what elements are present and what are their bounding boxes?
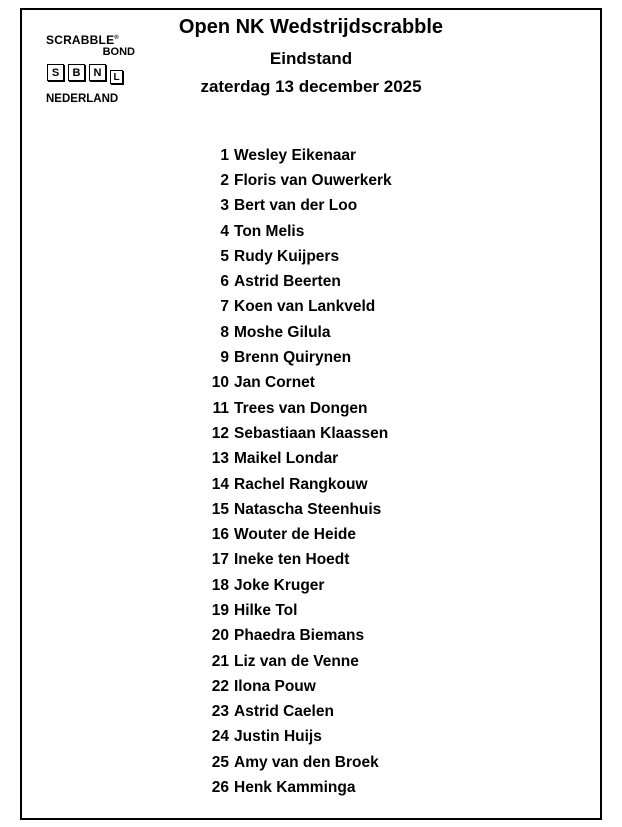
standings-rank: 17 bbox=[211, 551, 229, 569]
standings-player-name: Natascha Steenhuis bbox=[234, 500, 382, 518]
document-header bbox=[22, 14, 600, 98]
standings-player-name: Koen van Lankveld bbox=[234, 298, 376, 316]
standings-row bbox=[182, 194, 482, 219]
standings-rank: 19 bbox=[211, 601, 229, 619]
standings-row bbox=[182, 472, 482, 497]
standings-row bbox=[182, 371, 482, 396]
standings-player-name: Maikel Londar bbox=[234, 450, 339, 468]
standings-row bbox=[182, 700, 482, 725]
logo-nederland-text: NEDERLAND bbox=[46, 93, 119, 105]
standings-rank: 22 bbox=[211, 677, 229, 695]
standings-rank: 8 bbox=[220, 323, 229, 341]
standings-rank: 7 bbox=[220, 298, 229, 316]
logo-registered-mark: ® bbox=[114, 35, 119, 41]
standings-rank: 25 bbox=[211, 753, 229, 771]
standings-row bbox=[182, 244, 482, 269]
standings-player-name: Joke Kruger bbox=[234, 576, 325, 594]
standings-rank: 15 bbox=[211, 500, 229, 518]
page-title: Open NK Wedstrijdscrabble bbox=[178, 16, 444, 38]
standings-player-name: Trees van Dongen bbox=[234, 399, 368, 417]
standings-row bbox=[182, 750, 482, 775]
standings-list bbox=[182, 143, 482, 801]
logo-bond-text: BOND bbox=[102, 46, 135, 58]
standings-rank: 2 bbox=[220, 171, 229, 189]
standings-player-name: Brenn Quirynen bbox=[234, 349, 352, 367]
standings-rank: 13 bbox=[211, 450, 229, 468]
standings-row bbox=[182, 396, 482, 421]
standings-row bbox=[182, 345, 482, 370]
standings-row bbox=[182, 725, 482, 750]
standings-row bbox=[182, 168, 482, 193]
logo-tile-l: L bbox=[110, 70, 123, 84]
standings-rank: 18 bbox=[211, 576, 229, 594]
standings-row bbox=[182, 320, 482, 345]
standings-player-name: Liz van de Venne bbox=[234, 652, 359, 670]
standings-row bbox=[182, 624, 482, 649]
logo-tile-s: S bbox=[47, 64, 64, 81]
logo-scrabble-word: SCRABBLE bbox=[46, 33, 115, 47]
standings-player-name: Ton Melis bbox=[234, 222, 305, 240]
standings-rank: 1 bbox=[220, 146, 229, 164]
standings-row bbox=[182, 573, 482, 598]
standings-player-name: Hilke Tol bbox=[234, 601, 298, 619]
standings-row bbox=[182, 447, 482, 472]
standings-player-name: Floris van Ouwerkerk bbox=[234, 171, 392, 189]
standings-rank: 16 bbox=[211, 526, 229, 544]
standings-player-name: Astrid Caelen bbox=[234, 703, 334, 721]
standings-row bbox=[182, 775, 482, 800]
standings-player-name: Wesley Eikenaar bbox=[234, 146, 357, 164]
document-page bbox=[20, 8, 602, 820]
standings-row bbox=[182, 295, 482, 320]
standings-row bbox=[182, 269, 482, 294]
standings-rank: 26 bbox=[211, 779, 229, 797]
standings-row bbox=[182, 143, 482, 168]
standings-player-name: Bert van der Loo bbox=[234, 197, 358, 215]
logo-tile-n: N bbox=[89, 64, 106, 81]
standings-player-name: Rachel Rangkouw bbox=[234, 475, 368, 493]
standings-row bbox=[182, 522, 482, 547]
standings-row bbox=[182, 649, 482, 674]
standings-rank: 3 bbox=[220, 197, 229, 215]
standings-rank: 23 bbox=[211, 703, 229, 721]
standings-player-name: Sebastiaan Klaassen bbox=[234, 424, 389, 442]
standings-rank: 10 bbox=[211, 374, 229, 392]
standings-player-name: Ilona Pouw bbox=[234, 677, 316, 695]
standings-rank: 24 bbox=[211, 728, 229, 746]
standings-player-name: Wouter de Heide bbox=[234, 526, 357, 544]
standings-rank: 21 bbox=[211, 652, 229, 670]
standings-player-name: Phaedra Biemans bbox=[234, 627, 365, 645]
standings-player-name: Amy van den Broek bbox=[234, 753, 379, 771]
standings-rank: 9 bbox=[220, 349, 229, 367]
standings-player-name: Rudy Kuijpers bbox=[234, 247, 340, 265]
standings-row bbox=[182, 674, 482, 699]
standings-player-name: Ineke ten Hoedt bbox=[234, 551, 350, 569]
standings-row bbox=[182, 421, 482, 446]
standings-row bbox=[182, 219, 482, 244]
logo-tile-b: B bbox=[68, 64, 85, 81]
standings-row bbox=[182, 598, 482, 623]
standings-rank: 14 bbox=[211, 475, 229, 493]
standings-row bbox=[182, 497, 482, 522]
standings-player-name: Henk Kamminga bbox=[234, 779, 356, 797]
standings-rank: 6 bbox=[220, 273, 229, 291]
event-date: zaterdag 13 december 2025 bbox=[200, 77, 422, 96]
page-subtitle: Eindstand bbox=[269, 49, 353, 68]
standings-player-name: Justin Huijs bbox=[234, 728, 322, 746]
standings-rank: 20 bbox=[211, 627, 229, 645]
standings-rank: 11 bbox=[212, 399, 229, 417]
standings-player-name: Astrid Beerten bbox=[234, 273, 341, 291]
standings-row bbox=[182, 548, 482, 573]
standings-rank: 5 bbox=[220, 247, 229, 265]
standings-rank: 12 bbox=[211, 424, 229, 442]
standings-rank: 4 bbox=[220, 222, 229, 240]
standings-player-name: Jan Cornet bbox=[234, 374, 315, 392]
standings-player-name: Moshe Gilula bbox=[234, 323, 331, 341]
